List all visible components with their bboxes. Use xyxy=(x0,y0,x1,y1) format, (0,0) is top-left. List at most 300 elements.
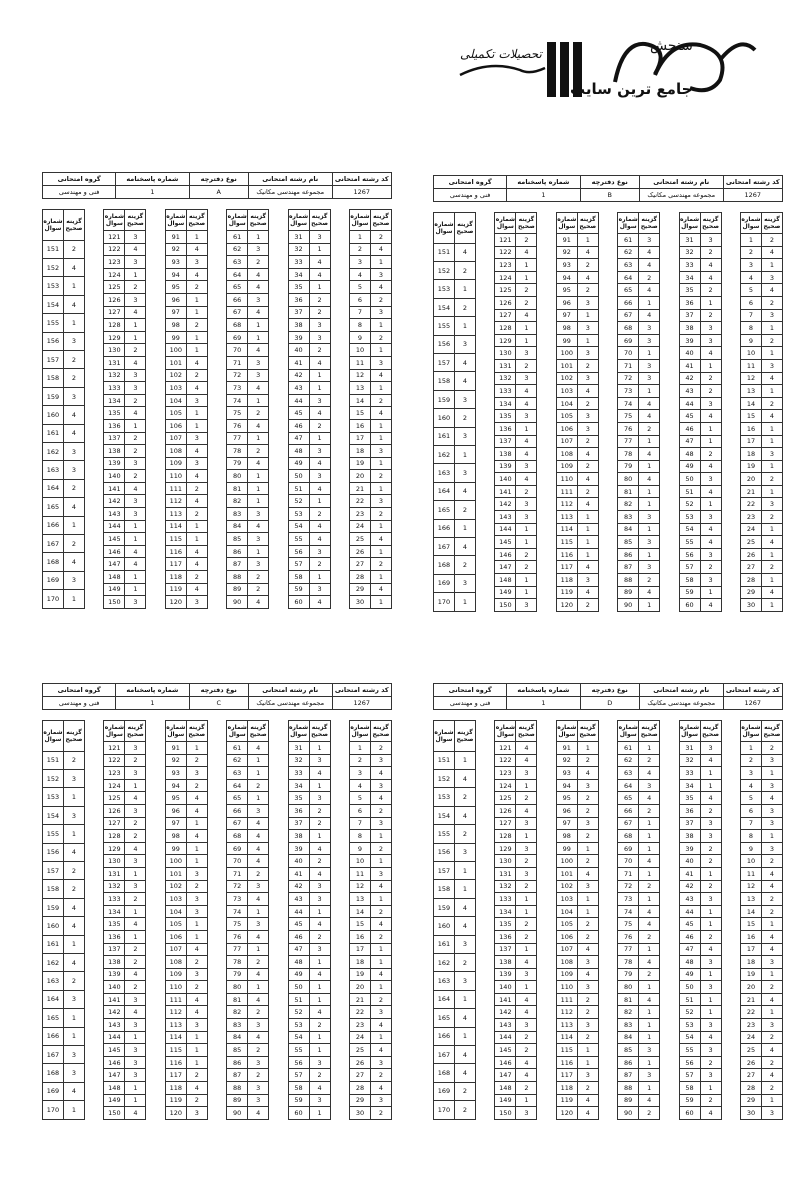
answer-block xyxy=(617,720,660,1120)
correct-option: 4 xyxy=(309,533,330,546)
answer-row xyxy=(740,309,782,322)
answer-row xyxy=(495,855,537,868)
answer-block xyxy=(556,720,599,1120)
answer-row xyxy=(556,359,598,372)
question-number: 64 xyxy=(227,779,248,792)
answer-row xyxy=(556,1069,598,1082)
question-number: 97 xyxy=(165,817,186,830)
correct-option: 2 xyxy=(186,779,207,792)
answer-row xyxy=(227,956,269,969)
correct-option: 4 xyxy=(700,485,721,498)
question-number: 98 xyxy=(165,830,186,843)
question-number: 168 xyxy=(43,1064,64,1082)
answer-row xyxy=(618,334,660,347)
answer-row xyxy=(165,558,207,571)
question-number: 151 xyxy=(434,751,455,769)
correct-option: 1 xyxy=(516,271,537,284)
answer-row xyxy=(495,905,537,918)
answer-row xyxy=(495,1094,537,1107)
answer-row xyxy=(434,519,476,537)
answer-row xyxy=(227,306,269,319)
question-number: 68 xyxy=(618,830,639,843)
answer-row xyxy=(740,880,782,893)
question-number: 105 xyxy=(556,410,577,423)
correct-option: 3 xyxy=(125,231,146,244)
answer-row xyxy=(227,804,269,817)
question-number: 8 xyxy=(349,319,370,332)
correct-option: 3 xyxy=(64,461,85,479)
correct-option: 1 xyxy=(577,309,598,322)
question-number: 142 xyxy=(495,1006,516,1019)
correct-option: 3 xyxy=(761,956,782,969)
question-number: 82 xyxy=(227,495,248,508)
correct-option: 1 xyxy=(125,419,146,432)
correct-option: 2 xyxy=(64,972,85,990)
question-number: 162 xyxy=(434,953,455,971)
correct-option: 2 xyxy=(516,296,537,309)
answer-row xyxy=(618,742,660,755)
correct-option: 1 xyxy=(125,1094,146,1107)
correct-option: 2 xyxy=(125,394,146,407)
answer-row xyxy=(679,1069,721,1082)
question-number: 86 xyxy=(618,1056,639,1069)
question-number: 147 xyxy=(104,558,125,571)
correct-option: 2 xyxy=(639,754,660,767)
answer-row xyxy=(165,407,207,420)
question-number: 52 xyxy=(679,498,700,511)
correct-option: 2 xyxy=(639,968,660,981)
question-number: 162 xyxy=(43,953,64,971)
answer-row xyxy=(618,322,660,335)
question-number: 122 xyxy=(104,754,125,767)
question-number: 51 xyxy=(288,482,309,495)
info-code: 1267 xyxy=(723,189,782,202)
answer-row xyxy=(679,284,721,297)
correct-option: 4 xyxy=(577,943,598,956)
correct-option-header: گزینه صحیح xyxy=(700,213,721,234)
answer-row xyxy=(104,842,146,855)
correct-option: 3 xyxy=(516,511,537,524)
answer-row xyxy=(349,520,391,533)
question-number: 128 xyxy=(495,322,516,335)
question-number: 38 xyxy=(679,322,700,335)
correct-option: 1 xyxy=(370,893,391,906)
correct-option: 3 xyxy=(309,880,330,893)
correct-option: 2 xyxy=(64,369,85,387)
answer-row xyxy=(618,523,660,536)
answer-row xyxy=(227,867,269,880)
question-number: 158 xyxy=(43,369,64,387)
answer-row xyxy=(43,862,85,880)
answer-row xyxy=(556,817,598,830)
answer-block xyxy=(165,209,208,609)
correct-option: 4 xyxy=(125,968,146,981)
correct-option-header: گزینه صحیح xyxy=(370,210,391,231)
answer-row xyxy=(556,574,598,587)
answer-row xyxy=(740,498,782,511)
question-number: 59 xyxy=(288,1094,309,1107)
correct-option: 2 xyxy=(370,1069,391,1082)
answer-row xyxy=(556,334,598,347)
answer-row xyxy=(165,495,207,508)
correct-option: 3 xyxy=(577,956,598,969)
question-number: 156 xyxy=(43,843,64,861)
correct-option: 2 xyxy=(700,842,721,855)
question-number: 39 xyxy=(679,334,700,347)
correct-option: 3 xyxy=(248,804,269,817)
correct-option: 1 xyxy=(125,319,146,332)
question-number: 126 xyxy=(104,293,125,306)
correct-option: 1 xyxy=(125,779,146,792)
correct-option: 1 xyxy=(516,586,537,599)
question-number: 53 xyxy=(679,1019,700,1032)
answer-row xyxy=(618,234,660,247)
correct-option: 4 xyxy=(516,309,537,322)
question-number: 129 xyxy=(104,331,125,344)
correct-option: 1 xyxy=(309,956,330,969)
question-number-header: شماره سوال xyxy=(740,213,761,234)
question-number: 161 xyxy=(43,935,64,953)
question-number: 143 xyxy=(495,1019,516,1032)
question-number: 13 xyxy=(740,385,761,398)
answer-row xyxy=(556,460,598,473)
question-number: 52 xyxy=(679,1006,700,1019)
answer-row xyxy=(740,511,782,524)
question-number: 42 xyxy=(288,369,309,382)
question-number: 158 xyxy=(434,372,455,390)
answer-row xyxy=(556,259,598,272)
question-number: 1 xyxy=(349,231,370,244)
question-number: 164 xyxy=(43,479,64,497)
correct-option: 3 xyxy=(64,442,85,460)
correct-option: 2 xyxy=(64,351,85,369)
question-number: 130 xyxy=(495,855,516,868)
question-number: 76 xyxy=(618,422,639,435)
correct-option: 3 xyxy=(186,1107,207,1120)
answer-row xyxy=(104,993,146,1006)
question-number: 86 xyxy=(227,545,248,558)
question-number: 30 xyxy=(740,599,761,612)
answer-row xyxy=(556,981,598,994)
correct-option: 1 xyxy=(639,548,660,561)
answer-row xyxy=(495,284,537,297)
answer-row xyxy=(43,277,85,295)
question-number: 91 xyxy=(556,742,577,755)
answer-row xyxy=(227,243,269,256)
answer-row xyxy=(618,804,660,817)
answer-row xyxy=(227,842,269,855)
question-number: 73 xyxy=(227,893,248,906)
correct-option: 1 xyxy=(639,1082,660,1095)
question-number: 13 xyxy=(349,893,370,906)
answer-row xyxy=(104,1044,146,1057)
answer-row xyxy=(434,501,476,519)
answer-row xyxy=(43,461,85,479)
question-number: 120 xyxy=(165,1107,186,1120)
answer-row xyxy=(227,293,269,306)
answer-row xyxy=(740,296,782,309)
correct-option: 1 xyxy=(186,306,207,319)
correct-option: 1 xyxy=(248,905,269,918)
correct-option: 1 xyxy=(700,968,721,981)
question-number: 26 xyxy=(349,1056,370,1069)
question-number: 5 xyxy=(349,281,370,294)
correct-option: 3 xyxy=(455,574,476,592)
question-number: 5 xyxy=(740,284,761,297)
answer-row xyxy=(104,520,146,533)
question-number: 91 xyxy=(165,742,186,755)
correct-option: 3 xyxy=(370,1094,391,1107)
answer-row xyxy=(349,804,391,817)
question-number: 19 xyxy=(349,457,370,470)
question-number: 8 xyxy=(740,322,761,335)
sheet-info-table xyxy=(433,683,783,710)
question-number: 128 xyxy=(104,830,125,843)
question-number: 43 xyxy=(288,382,309,395)
answer-row xyxy=(349,558,391,571)
header-field-code: کد رشته امتحانی xyxy=(332,684,391,697)
correct-option-header: گزینه صحیح xyxy=(125,210,146,231)
question-number: 64 xyxy=(227,268,248,281)
answer-row xyxy=(288,356,330,369)
correct-option-header: گزینه صحیح xyxy=(761,721,782,742)
answer-row xyxy=(43,534,85,552)
correct-option: 2 xyxy=(577,918,598,931)
correct-option: 2 xyxy=(577,754,598,767)
answer-block xyxy=(226,209,269,609)
answer-row xyxy=(349,231,391,244)
question-number: 124 xyxy=(495,779,516,792)
question-number: 65 xyxy=(618,792,639,805)
answer-row xyxy=(43,553,85,571)
answer-row xyxy=(104,930,146,943)
answer-row xyxy=(740,347,782,360)
correct-option: 3 xyxy=(761,271,782,284)
question-number: 104 xyxy=(165,905,186,918)
answer-row xyxy=(43,387,85,405)
correct-option: 2 xyxy=(370,558,391,571)
correct-option: 3 xyxy=(309,754,330,767)
correct-option: 4 xyxy=(516,246,537,259)
correct-option: 1 xyxy=(761,918,782,931)
question-number: 16 xyxy=(740,422,761,435)
question-number: 2 xyxy=(349,754,370,767)
answer-row xyxy=(288,1006,330,1019)
answer-row xyxy=(288,243,330,256)
correct-option: 2 xyxy=(577,460,598,473)
correct-option: 4 xyxy=(186,1006,207,1019)
question-number: 142 xyxy=(495,498,516,511)
correct-option: 2 xyxy=(761,905,782,918)
question-number: 134 xyxy=(495,905,516,918)
correct-option: 1 xyxy=(125,533,146,546)
answer-row xyxy=(349,918,391,931)
question-number: 82 xyxy=(618,1006,639,1019)
correct-option: 1 xyxy=(370,596,391,609)
answer-row xyxy=(434,898,476,916)
correct-option: 4 xyxy=(309,482,330,495)
question-number: 68 xyxy=(227,830,248,843)
correct-option: 4 xyxy=(639,905,660,918)
question-number-header: شماره سوال xyxy=(556,213,577,234)
correct-option: 3 xyxy=(516,460,537,473)
question-number: 96 xyxy=(556,804,577,817)
answer-row xyxy=(618,918,660,931)
question-number: 149 xyxy=(104,1094,125,1107)
correct-option: 3 xyxy=(125,369,146,382)
question-number: 54 xyxy=(288,520,309,533)
answer-row xyxy=(288,545,330,558)
correct-option: 2 xyxy=(761,511,782,524)
question-number: 79 xyxy=(618,460,639,473)
correct-option: 4 xyxy=(370,918,391,931)
answer-row xyxy=(288,754,330,767)
question-number: 83 xyxy=(227,1019,248,1032)
correct-option: 3 xyxy=(455,464,476,482)
answer-row xyxy=(618,460,660,473)
correct-option: 4 xyxy=(455,354,476,372)
question-number: 150 xyxy=(104,596,125,609)
correct-option: 1 xyxy=(577,234,598,247)
answer-row xyxy=(434,843,476,861)
correct-option: 3 xyxy=(125,993,146,1006)
answer-row xyxy=(227,779,269,792)
answer-row xyxy=(104,382,146,395)
correct-option: 4 xyxy=(639,246,660,259)
answer-row xyxy=(104,419,146,432)
question-number: 157 xyxy=(434,354,455,372)
question-number: 17 xyxy=(349,432,370,445)
answer-row xyxy=(227,268,269,281)
question-number: 35 xyxy=(679,284,700,297)
correct-option: 2 xyxy=(186,956,207,969)
question-number: 158 xyxy=(434,880,455,898)
correct-option: 3 xyxy=(309,893,330,906)
question-number: 146 xyxy=(495,548,516,561)
correct-option: 3 xyxy=(248,1056,269,1069)
question-number: 22 xyxy=(349,495,370,508)
question-number: 110 xyxy=(165,981,186,994)
answer-row xyxy=(288,508,330,521)
answer-row xyxy=(349,1019,391,1032)
correct-option: 3 xyxy=(309,231,330,244)
question-number: 91 xyxy=(165,231,186,244)
answer-row xyxy=(618,372,660,385)
answer-row xyxy=(165,792,207,805)
answer-row xyxy=(104,407,146,420)
question-number: 17 xyxy=(740,943,761,956)
answer-row xyxy=(227,1107,269,1120)
correct-option: 1 xyxy=(700,918,721,931)
answer-row xyxy=(104,767,146,780)
question-number-header: شماره سوال xyxy=(495,213,516,234)
correct-option: 3 xyxy=(309,470,330,483)
question-number: 102 xyxy=(556,880,577,893)
answer-row xyxy=(679,905,721,918)
question-number: 113 xyxy=(556,511,577,524)
question-number: 88 xyxy=(227,1082,248,1095)
header-field-name: نام رشته امتحانی xyxy=(639,684,723,697)
correct-option: 4 xyxy=(761,792,782,805)
answer-row xyxy=(349,293,391,306)
question-number: 112 xyxy=(165,1006,186,1019)
correct-option-header: گزینه صحیح xyxy=(186,721,207,742)
correct-option: 4 xyxy=(700,271,721,284)
answer-row xyxy=(349,1082,391,1095)
answer-row xyxy=(227,571,269,584)
answer-row xyxy=(165,880,207,893)
correct-option: 2 xyxy=(248,1044,269,1057)
question-number: 105 xyxy=(165,407,186,420)
correct-option: 3 xyxy=(577,817,598,830)
correct-option: 3 xyxy=(186,457,207,470)
question-number: 89 xyxy=(227,1094,248,1107)
answer-row xyxy=(740,792,782,805)
correct-option: 1 xyxy=(370,432,391,445)
correct-option: 3 xyxy=(125,293,146,306)
correct-option: 4 xyxy=(125,243,146,256)
correct-option: 1 xyxy=(125,1082,146,1095)
answer-row xyxy=(495,259,537,272)
answer-row xyxy=(740,943,782,956)
question-number-header: شماره سوال xyxy=(556,721,577,742)
answer-row xyxy=(618,246,660,259)
answer-row xyxy=(679,804,721,817)
question-number: 65 xyxy=(618,284,639,297)
answer-row xyxy=(556,561,598,574)
correct-option: 1 xyxy=(309,993,330,1006)
answer-row xyxy=(434,1027,476,1045)
question-number: 119 xyxy=(165,583,186,596)
sheet-info-table xyxy=(433,175,783,202)
answer-row xyxy=(740,536,782,549)
correct-option: 4 xyxy=(309,356,330,369)
question-number: 56 xyxy=(679,1056,700,1069)
answer-row xyxy=(349,968,391,981)
answer-row xyxy=(556,523,598,536)
answer-row xyxy=(43,1045,85,1063)
answer-row xyxy=(165,742,207,755)
correct-option: 2 xyxy=(125,445,146,458)
question-number: 140 xyxy=(495,473,516,486)
correct-option: 1 xyxy=(639,893,660,906)
correct-option: 1 xyxy=(455,862,476,880)
correct-option: 2 xyxy=(516,792,537,805)
answer-row xyxy=(104,231,146,244)
correct-option: 3 xyxy=(700,473,721,486)
question-number: 49 xyxy=(288,968,309,981)
info-group: فنی و مهندسی xyxy=(43,697,116,710)
question-number: 12 xyxy=(740,880,761,893)
question-number-header: شماره سوال xyxy=(227,210,248,231)
question-number: 131 xyxy=(495,359,516,372)
correct-option: 1 xyxy=(761,1006,782,1019)
correct-option: 2 xyxy=(370,470,391,483)
question-number: 29 xyxy=(740,1094,761,1107)
question-number: 99 xyxy=(165,331,186,344)
correct-option: 3 xyxy=(248,1019,269,1032)
answer-row xyxy=(227,470,269,483)
question-number: 44 xyxy=(288,394,309,407)
answer-block xyxy=(42,720,85,1120)
correct-option: 1 xyxy=(186,817,207,830)
answer-row xyxy=(227,918,269,931)
question-number: 40 xyxy=(288,855,309,868)
question-number: 155 xyxy=(434,825,455,843)
info-group: فنی و مهندسی xyxy=(43,186,116,199)
question-number: 72 xyxy=(618,880,639,893)
answer-row xyxy=(434,917,476,935)
